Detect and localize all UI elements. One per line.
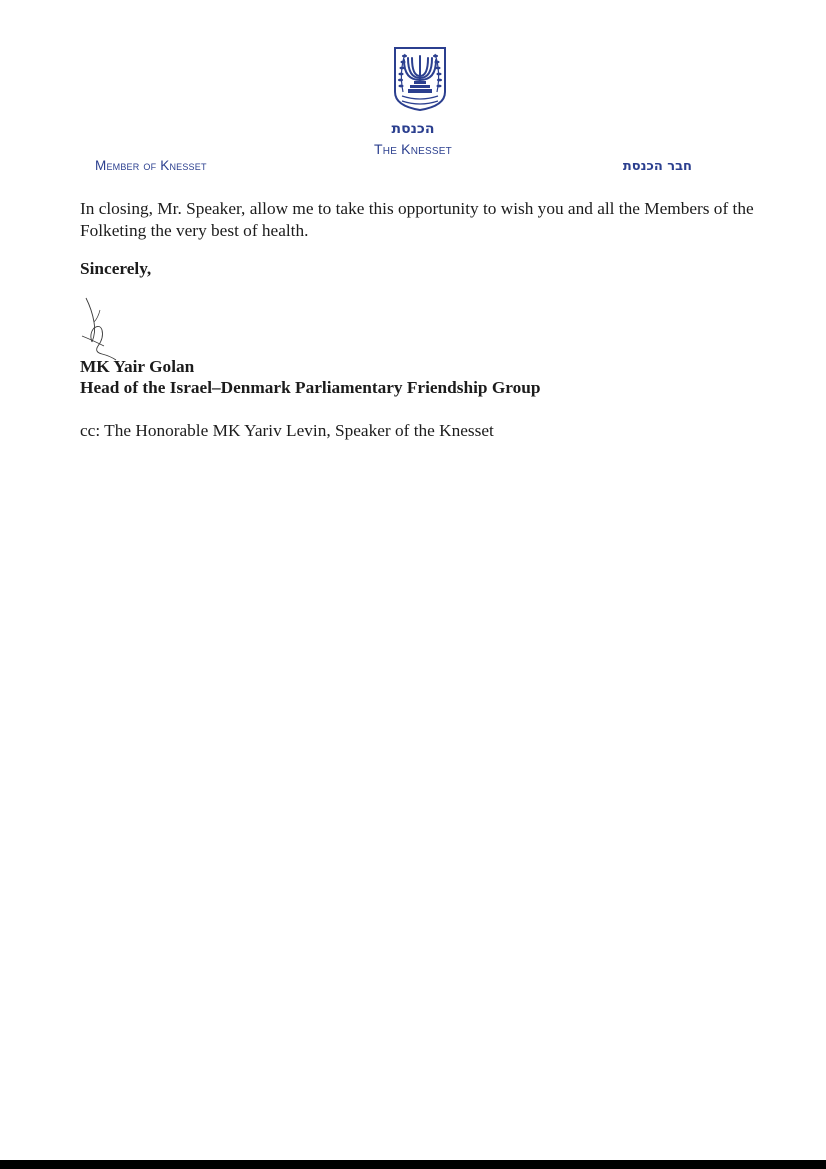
handwritten-signature-icon: [80, 296, 124, 362]
scan-bottom-border: [0, 1160, 826, 1169]
cc-line: cc: The Honorable MK Yariv Levin, Speaker of the Knesset: [80, 421, 494, 440]
signatory-name: MK Yair Golan: [80, 357, 195, 376]
letter-closing: Sincerely,: [80, 259, 152, 278]
signatory-title: Head of the Israel–Denmark Parliamentary Friendship Group: [80, 378, 541, 397]
letter-body-paragraph: In closing, Mr. Speaker, allow me to take this opportunity to wish you and all the Members of the Folketing the very best of health.: [80, 199, 754, 240]
member-of-knesset-english: Member of Knesset: [95, 158, 207, 173]
knesset-title-english: The Knesset: [374, 141, 452, 157]
member-of-knesset-hebrew: חבר הכנסת: [622, 159, 692, 174]
knesset-emblem-icon: [392, 46, 448, 112]
knesset-title-hebrew: הכנסת: [391, 121, 435, 137]
